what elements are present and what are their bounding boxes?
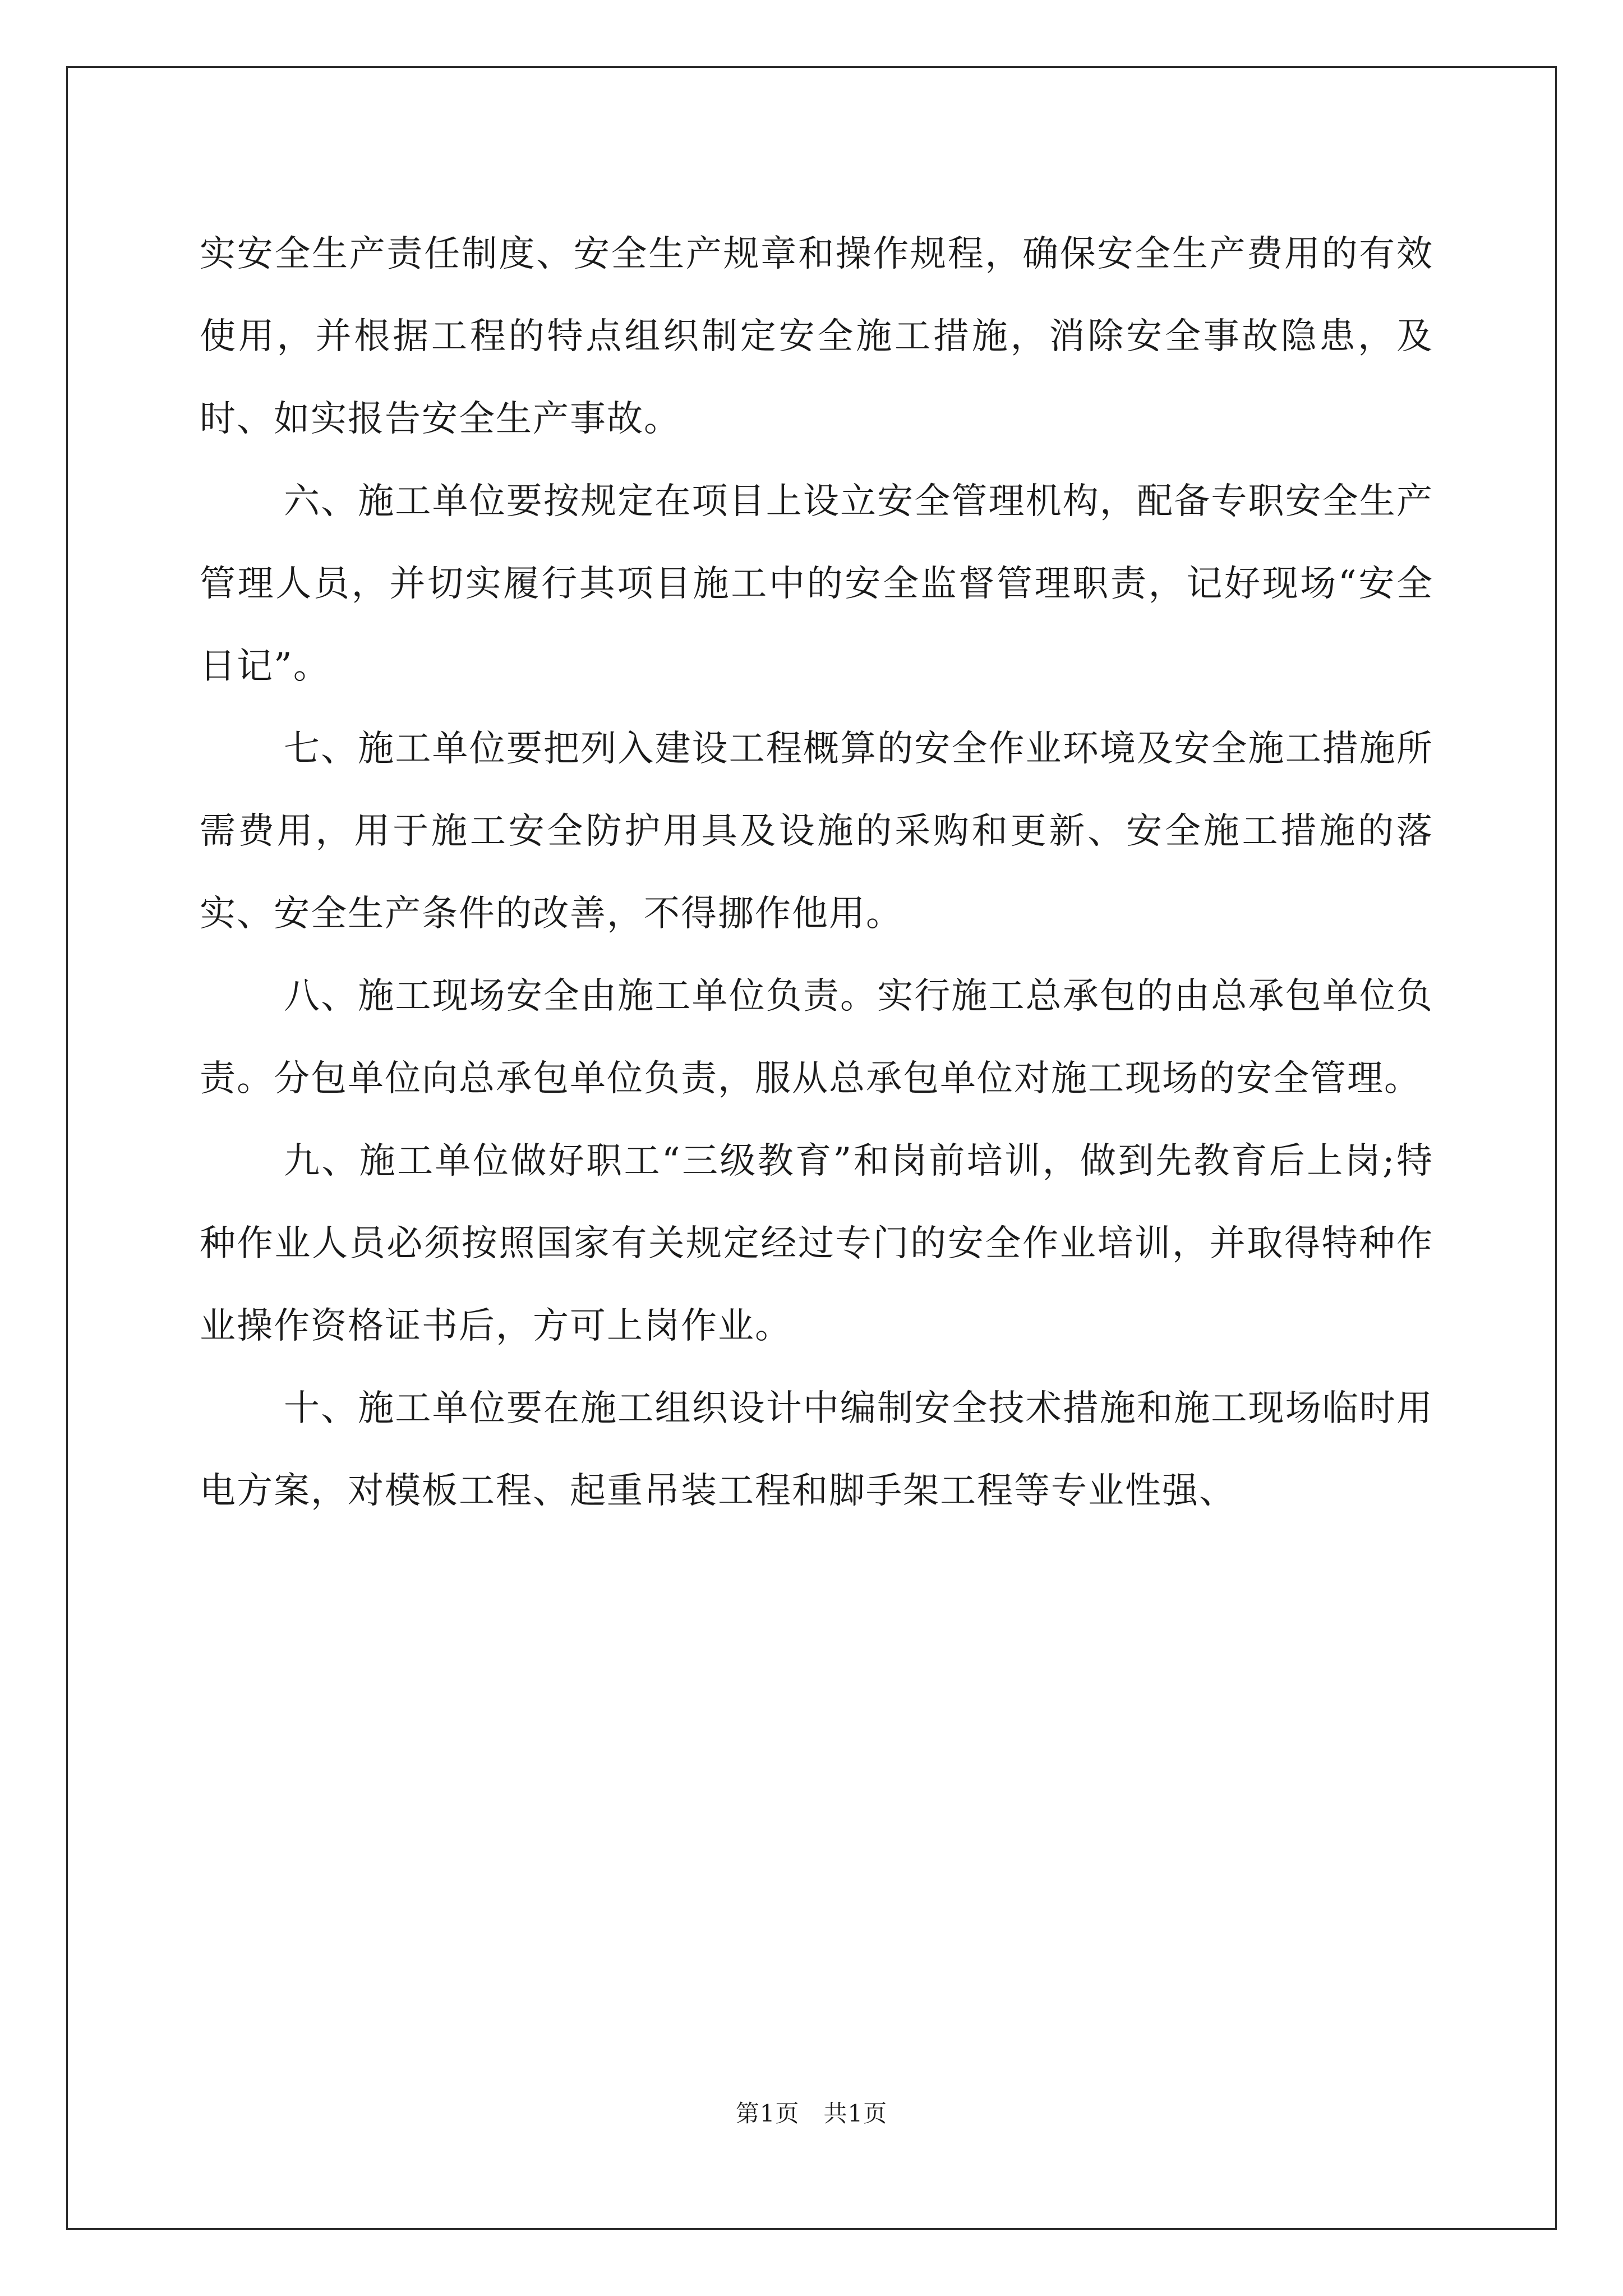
page-total: 共1页 [823, 2100, 888, 2127]
paragraph: 六、施工单位要按规定在项目上设立安全管理机构，配备专职安全生产管理人员，并切实履行其项目施工中的安全监督管理职责，记好现场“安全日记”。 [200, 481, 1433, 687]
paragraph: 实安全生产责任制度、安全生产规章和操作规程，确保安全生产费用的有效使用，并根据工程的特点组织制定安全施工措施，消除安全事故隐患，及时、如实报告安全生产事故。 [200, 233, 1433, 440]
page-number: 第1页 [735, 2100, 800, 2127]
paragraph: 九、施工单位做好职工“三级教育”和岗前培训，做到先教育后上岗;特种作业人员必须按照国家有关规定经过专门的安全作业培训，并取得特种作业操作资格证书后，方可上岗作业。 [200, 1140, 1433, 1347]
page-footer [0, 2097, 1623, 2131]
document-body [200, 213, 1433, 1533]
paragraph: 十、施工单位要在施工组织设计中编制安全技术措施和施工现场临时用电方案，对模板工程、起重吊装工程和脚手架工程等专业性强、 [200, 1388, 1433, 1512]
paragraph: 八、施工现场安全由施工单位负责。实行施工总承包的由总承包单位负责。分包单位向总承包单位负责，服从总承包单位对施工现场的安全管理。 [200, 976, 1433, 1099]
paragraph: 七、施工单位要把列入建设工程概算的安全作业环境及安全施工措施所需费用，用于施工安全防护用具及设施的采购和更新、安全施工措施的落实、安全生产条件的改善，不得挪作他用。 [200, 728, 1433, 935]
